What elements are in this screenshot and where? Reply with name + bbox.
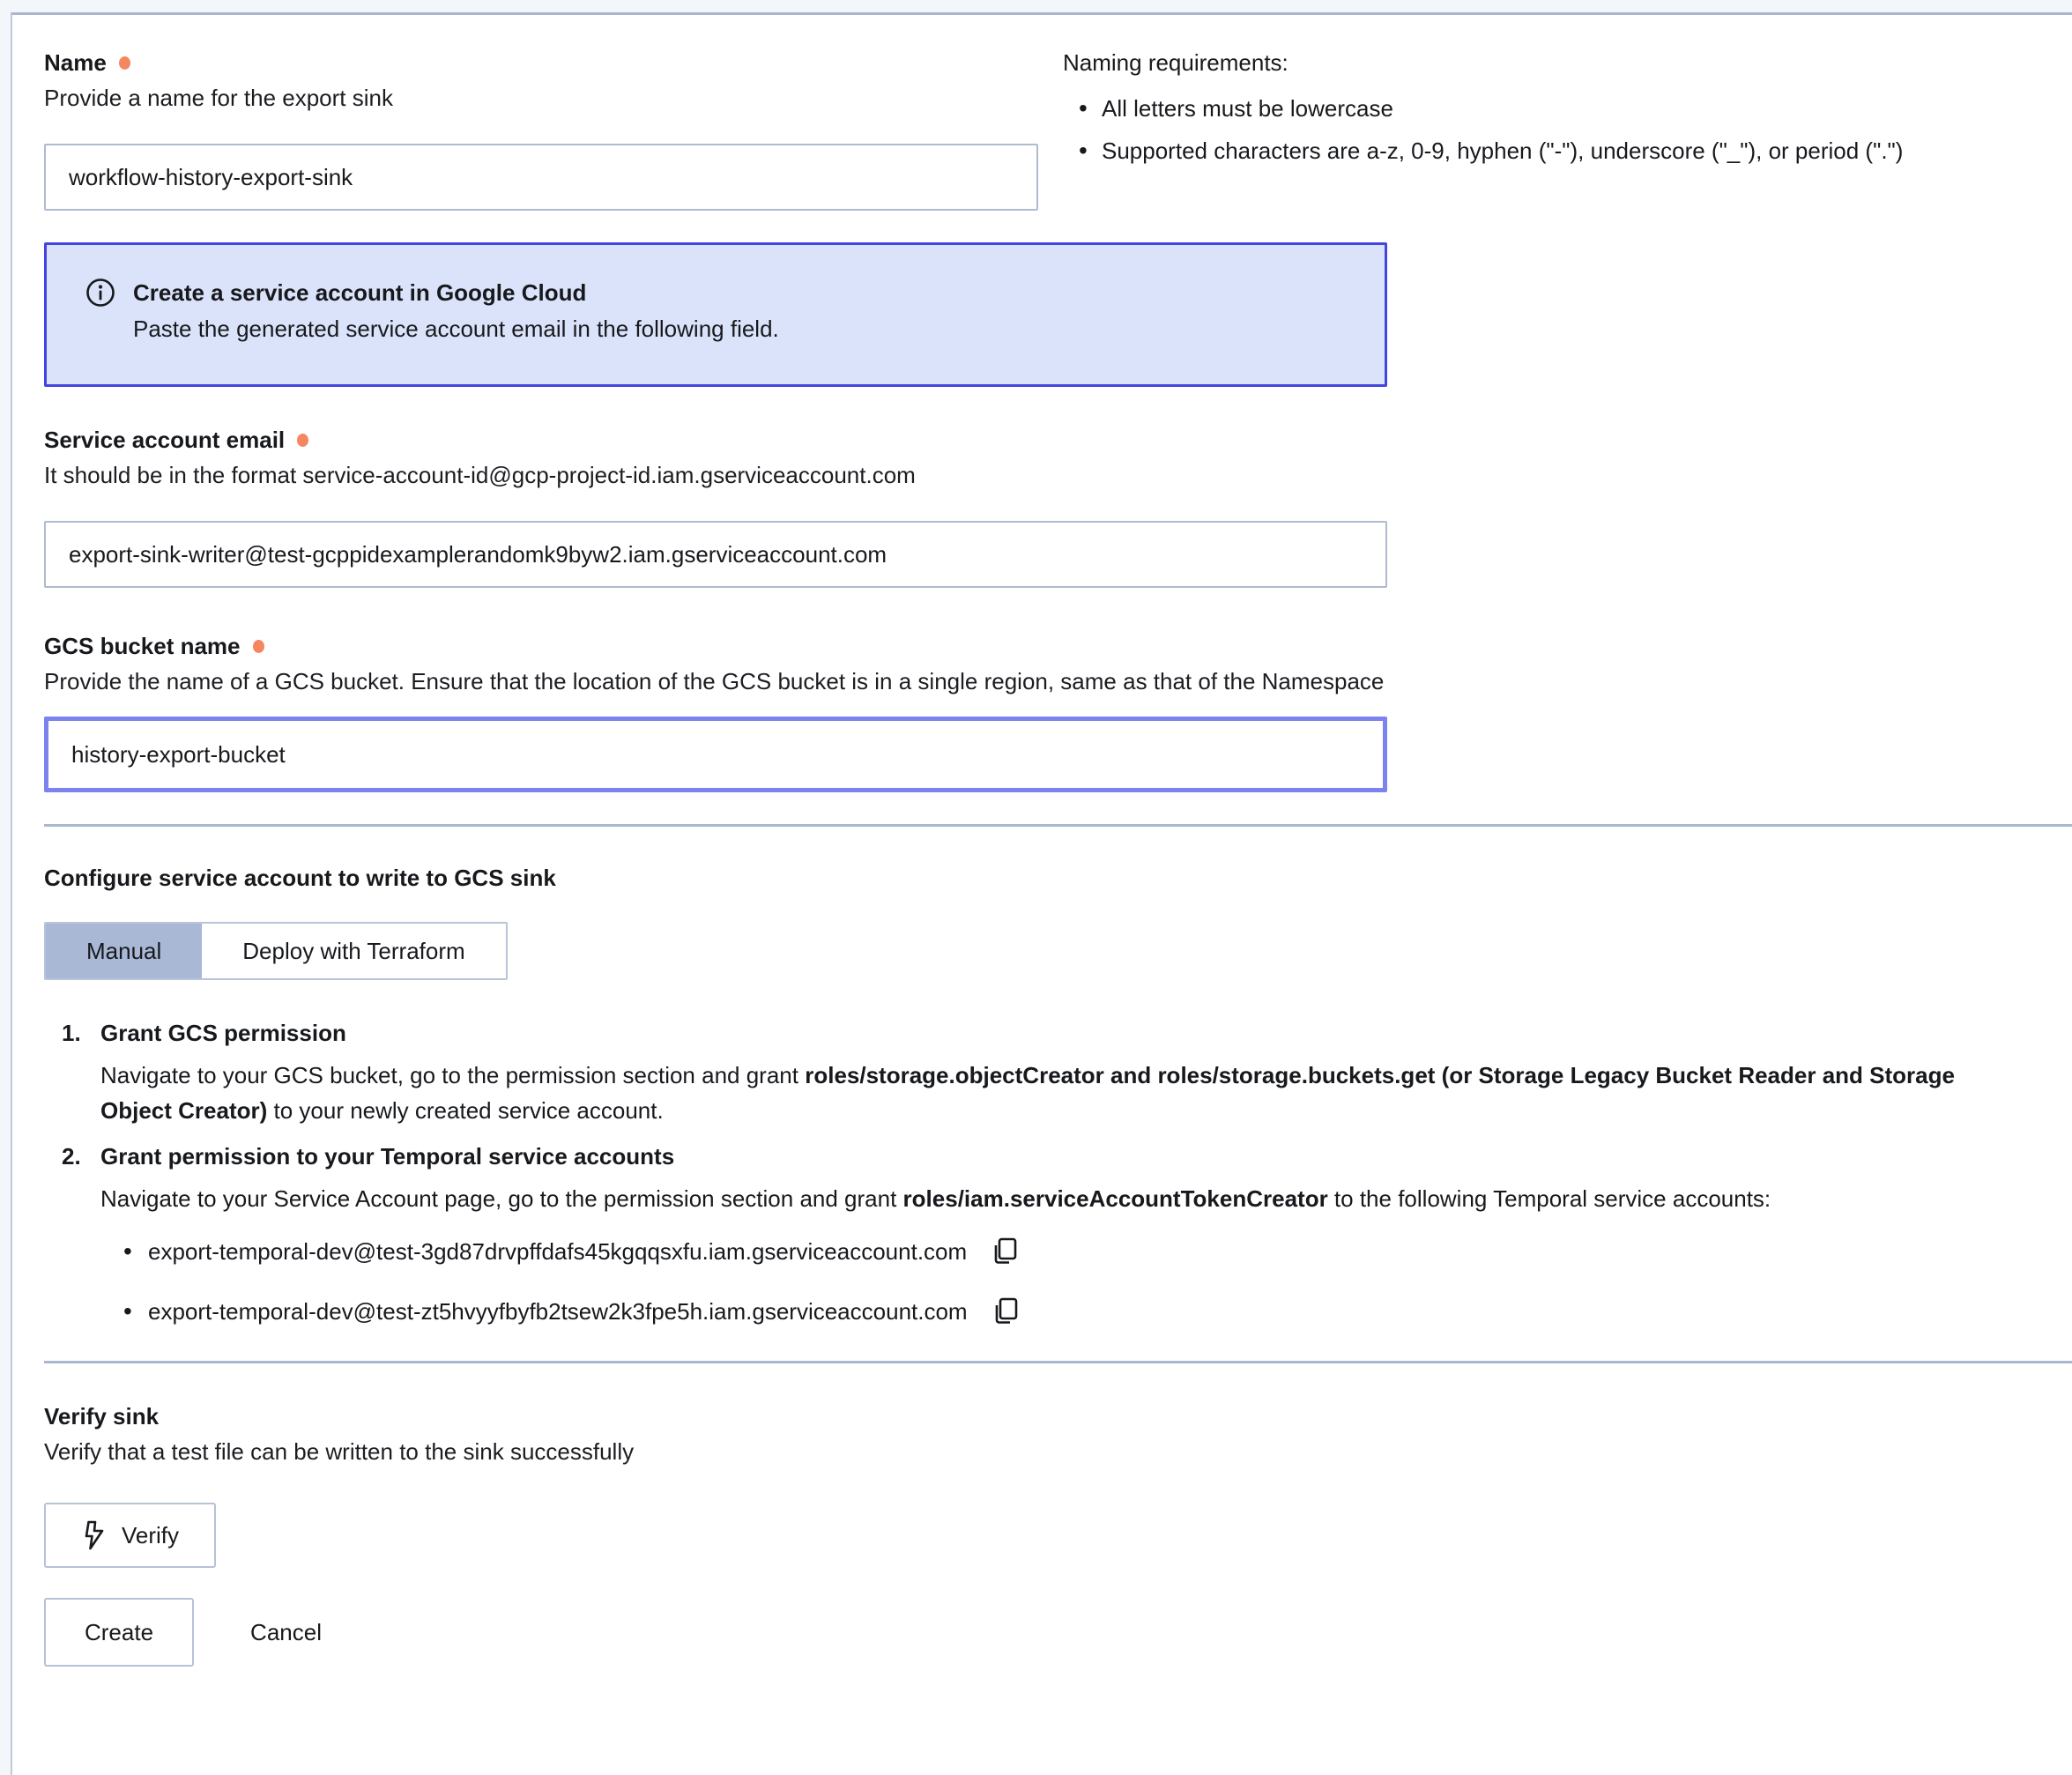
- naming-requirements-block: [1038, 45, 2030, 172]
- name-row: [44, 45, 2030, 211]
- lightning-icon: [81, 1520, 108, 1550]
- naming-requirements-list: [1063, 87, 2030, 172]
- configure-tabbar: [44, 922, 508, 980]
- name-input[interactable]: [44, 144, 1038, 211]
- step-1-body-suffix: to your newly created service account.: [267, 1097, 664, 1124]
- verify-sink-help: Verify that a test file can be written to the sink successfully: [44, 1438, 635, 1465]
- section-divider: [44, 824, 2072, 827]
- step-1-number: 1.: [62, 1020, 81, 1046]
- name-help-text: Provide a name for the export sink: [44, 85, 393, 111]
- name-label-text: Name: [44, 49, 107, 76]
- create-button-label: Create: [85, 1618, 154, 1645]
- required-dot-icon: [253, 640, 264, 653]
- configure-heading: Configure service account to write to GCS sink: [44, 865, 556, 891]
- gcs-bucket-label: [44, 628, 2030, 664]
- verify-button[interactable]: [44, 1503, 216, 1568]
- naming-requirement-item: • All letters must be lowercase: [1063, 87, 2030, 130]
- tab-deploy-with-terraform[interactable]: [202, 924, 505, 978]
- service-account-email-help: It should be in the format service-account-id@gcp-project-id.iam.gserviceaccount.com: [44, 462, 916, 488]
- info-banner-title: Create a service account in Google Cloud: [133, 279, 587, 306]
- copy-icon[interactable]: [990, 1236, 1021, 1267]
- required-dot-icon: [119, 56, 130, 70]
- step-1-title-text: Grant GCS permission: [100, 1020, 346, 1046]
- step-1-body-bold: roles/storage.objectCreator and roles/storage.buckets.get (or Storage Legacy Bucket Reader and Storage Object Creator): [100, 1062, 1955, 1124]
- step-2-body-prefix: Navigate to your Service Account page, go to the permission section and grant: [100, 1185, 903, 1212]
- verify-sink-heading: Verify sink: [44, 1403, 160, 1430]
- copy-icon[interactable]: [991, 1296, 1022, 1327]
- service-account-email-label-text: Service account email: [44, 427, 286, 453]
- step-1-body-prefix: Navigate to your GCS bucket, go to the permission section and grant: [100, 1062, 806, 1088]
- naming-requirement-item: • Supported characters are a-z, 0-9, hyphen ("-"), underscore ("_"), or period ("."): [1063, 130, 2030, 172]
- temporal-service-account-row: [100, 1294, 2030, 1329]
- naming-requirements-title: Naming requirements:: [1063, 49, 1289, 76]
- step-2-body: [100, 1181, 2022, 1216]
- temporal-service-account-email: • export-temporal-dev@test-3gd87drvpffdafs45kgqqsxfu.iam.gserviceaccount.com: [148, 1238, 968, 1265]
- form-actions: [44, 1598, 2030, 1667]
- manual-steps: [44, 1015, 2030, 1329]
- temporal-service-account-row: [100, 1234, 2030, 1269]
- step-2-title: [62, 1139, 2030, 1174]
- step-2-body-suffix: to the following Temporal service accounts:: [1327, 1185, 1771, 1212]
- info-banner-body: Paste the generated service account email in the following field.: [133, 316, 779, 342]
- cancel-button-label: Cancel: [250, 1618, 322, 1645]
- service-account-email-label: [44, 422, 2030, 457]
- gcs-bucket-input[interactable]: [44, 717, 1387, 792]
- cancel-button[interactable]: [250, 1598, 322, 1667]
- step-2-body-bold: roles/iam.serviceAccountTokenCreator: [902, 1185, 1328, 1212]
- step-1-title: [62, 1015, 2030, 1051]
- step-1-body: [100, 1058, 2022, 1128]
- gcs-bucket-help: Provide the name of a GCS bucket. Ensure that the location of the GCS bucket is in a single region, same as that of the Namespace: [44, 668, 1385, 694]
- temporal-service-account-email: • export-temporal-dev@test-zt5hvyyfbyfb2tsew2k3fpe5h.iam.gserviceaccount.com: [148, 1298, 968, 1325]
- gcs-bucket-label-text: GCS bucket name: [44, 633, 241, 659]
- info-banner-text: [133, 275, 779, 347]
- section-divider: [44, 1361, 2072, 1363]
- step-2-title-text: Grant permission to your Temporal service accounts: [100, 1143, 675, 1170]
- service-account-email-input[interactable]: [44, 521, 1387, 588]
- create-button[interactable]: [44, 1598, 194, 1667]
- export-sink-form-panel: [11, 12, 2072, 1775]
- tab-deploy-with-terraform-label: Deploy with Terraform: [242, 937, 465, 964]
- name-field-block: [44, 45, 1038, 211]
- info-icon: [85, 278, 115, 308]
- service-account-info-banner: [44, 242, 1387, 387]
- tab-manual[interactable]: [46, 924, 202, 978]
- step-2-number: 2.: [62, 1143, 81, 1170]
- tab-manual-label: Manual: [86, 937, 162, 964]
- name-label: [44, 45, 1038, 80]
- temporal-service-accounts-list: [100, 1234, 2030, 1329]
- required-dot-icon: [297, 434, 308, 447]
- verify-button-label: Verify: [122, 1521, 180, 1548]
